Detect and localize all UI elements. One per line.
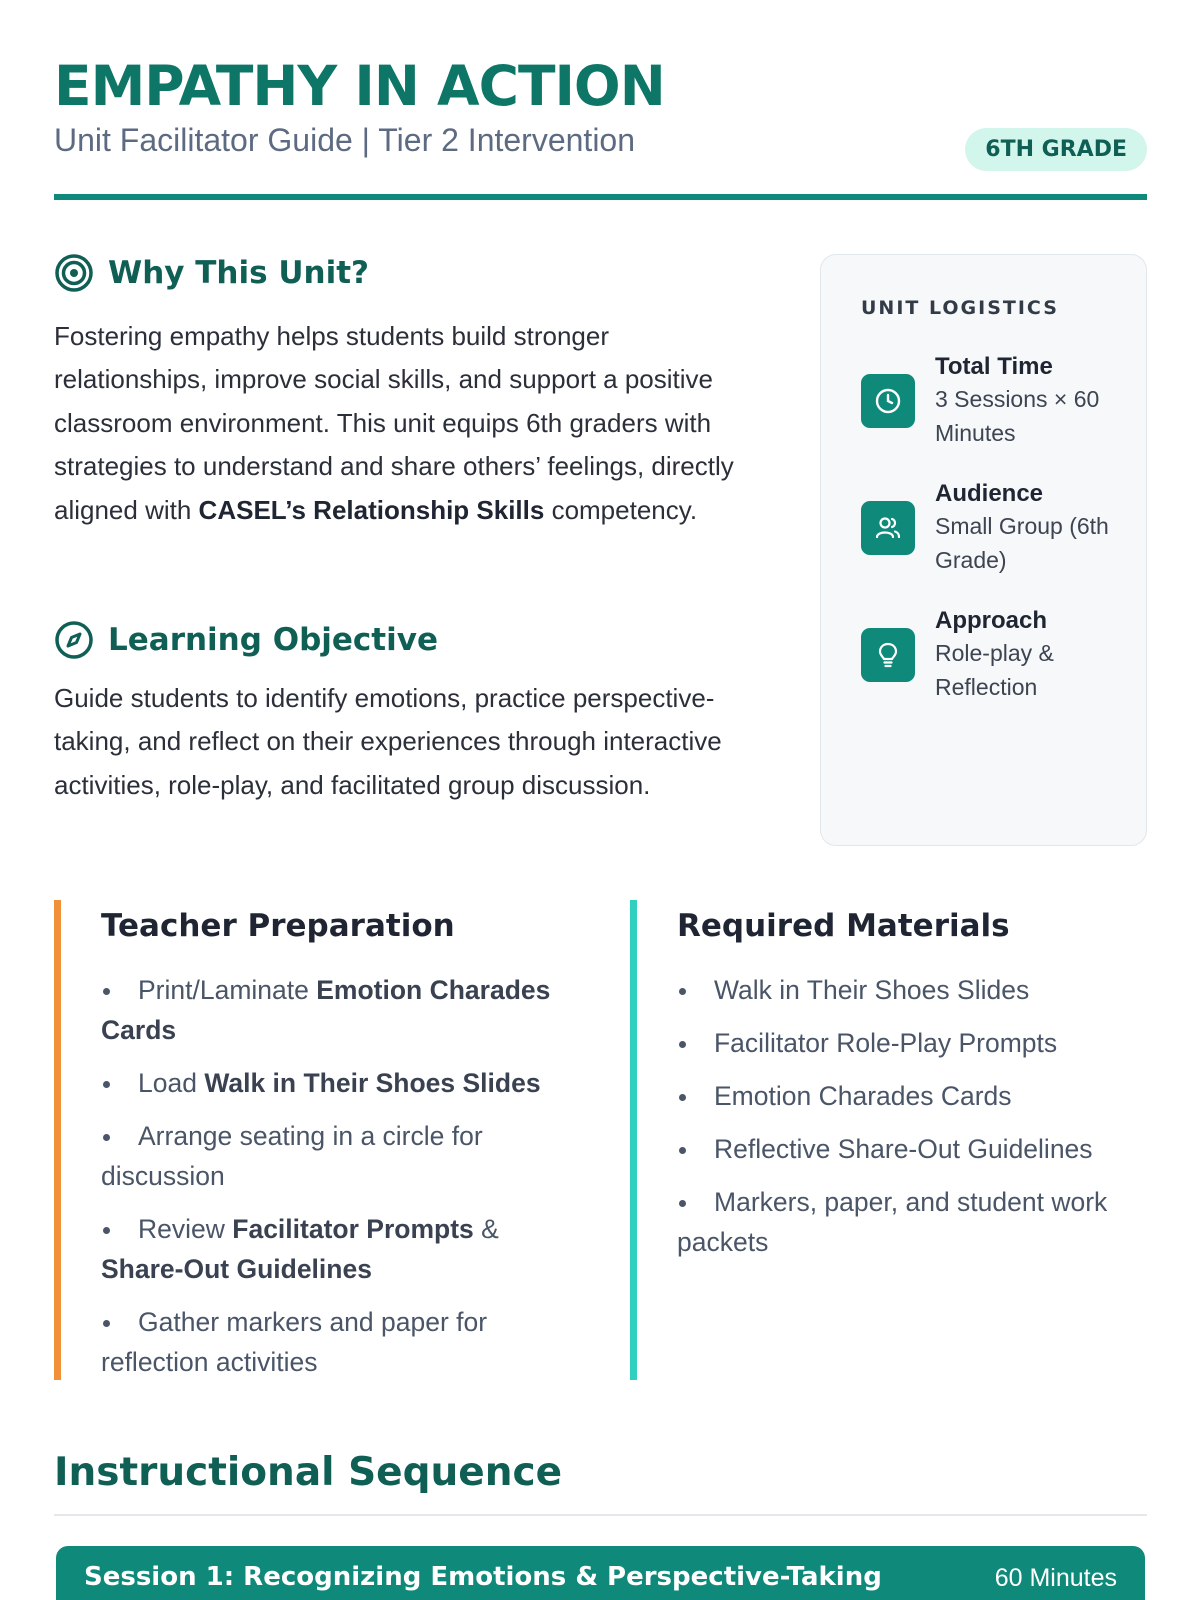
materials-accent-bar <box>630 900 637 1380</box>
logistics-label: Audience <box>935 480 1044 507</box>
logistics-label: Total Time <box>935 353 1053 380</box>
list-item: Emotion Charades Cards <box>677 1076 1147 1116</box>
logistics-value: Role-play & Reflection <box>935 640 1054 700</box>
item-bold: Facilitator Prompts <box>232 1214 474 1244</box>
item-text: Print/Laminate <box>138 975 317 1005</box>
target-icon <box>54 253 94 293</box>
logistics-label: Approach <box>935 607 1048 634</box>
lightbulb-icon <box>861 628 915 682</box>
session-title: Session 1: Recognizing Emotions & Perspective-Taking <box>84 1562 882 1592</box>
list-item: Reflective Share-Out Guidelines <box>677 1129 1147 1169</box>
why-paragraph <box>54 315 764 532</box>
header-divider <box>54 194 1147 200</box>
header <box>54 54 1147 160</box>
list-item <box>101 1063 571 1103</box>
list-item: Facilitator Role-Play Prompts <box>677 1023 1147 1063</box>
session-1-header[interactable] <box>56 1546 1145 1600</box>
preparation-accent-bar <box>54 900 61 1380</box>
page-title: EMPATHY IN ACTION <box>54 54 665 118</box>
materials-title: Required Materials <box>677 908 1010 944</box>
logistics-text <box>935 604 1125 704</box>
item-text: Load <box>138 1068 205 1098</box>
item-text: & <box>473 1214 499 1244</box>
list-item: Markers, paper, and student work packets <box>677 1182 1147 1262</box>
preparation-list <box>101 970 571 1395</box>
grade-badge: 6TH GRADE <box>965 128 1147 171</box>
unit-logistics-card <box>820 254 1147 846</box>
objective-heading-text: Learning Objective <box>108 622 438 658</box>
item-text: Review <box>138 1214 233 1244</box>
compass-icon <box>54 620 94 660</box>
item-bold: Emotion Charades Cards <box>101 975 551 1045</box>
logistics-value: 3 Sessions × 60 Minutes <box>935 386 1100 446</box>
why-text-1: Fostering empathy helps students build stronger relationships, improve social skills, and support a positive classroom environment. This unit equips 6th graders with strategies to understand and share others’ feelings, directly aligned with <box>54 321 734 525</box>
objective-paragraph: Guide students to identify emotions, practice perspective-taking, and reflect on their experiences through interactive activities, role-play, and facilitated group discussion. <box>54 683 722 800</box>
why-heading-text: Why This Unit? <box>108 255 370 291</box>
list-item <box>101 1302 571 1382</box>
teacher-preparation <box>54 900 574 1380</box>
preparation-title: Teacher Preparation <box>101 908 455 944</box>
list-item <box>101 1116 571 1196</box>
materials-list <box>677 970 1147 1275</box>
item-text: Gather markers and paper for reflection activities <box>101 1307 488 1377</box>
list-item <box>101 970 571 1050</box>
why-text-bold: CASEL’s Relationship Skills <box>198 494 545 525</box>
item-bold: Walk in Their Shoes Slides <box>204 1068 541 1098</box>
logistics-text <box>935 477 1125 577</box>
list-item: Walk in Their Shoes Slides <box>677 970 1147 1010</box>
why-text-2: competency. <box>544 494 698 525</box>
list-item <box>101 1209 571 1289</box>
logistics-text <box>935 350 1125 450</box>
page-subtitle: Unit Facilitator Guide | Tier 2 Intervention <box>54 122 636 158</box>
users-icon <box>861 501 915 555</box>
clock-icon <box>861 374 915 428</box>
required-materials <box>630 900 1150 1380</box>
item-bold: Share-Out Guidelines <box>101 1254 372 1284</box>
why-heading <box>54 253 369 293</box>
sequence-divider <box>54 1514 1147 1516</box>
logistics-value: Small Group (6th Grade) <box>935 513 1109 573</box>
objective-heading <box>54 620 438 660</box>
session-duration: 60 Minutes <box>994 1564 1117 1592</box>
logistics-title: UNIT LOGISTICS <box>861 297 1059 319</box>
item-text: Arrange seating in a circle for discussion <box>101 1121 483 1191</box>
sequence-title: Instructional Sequence <box>54 1450 563 1495</box>
